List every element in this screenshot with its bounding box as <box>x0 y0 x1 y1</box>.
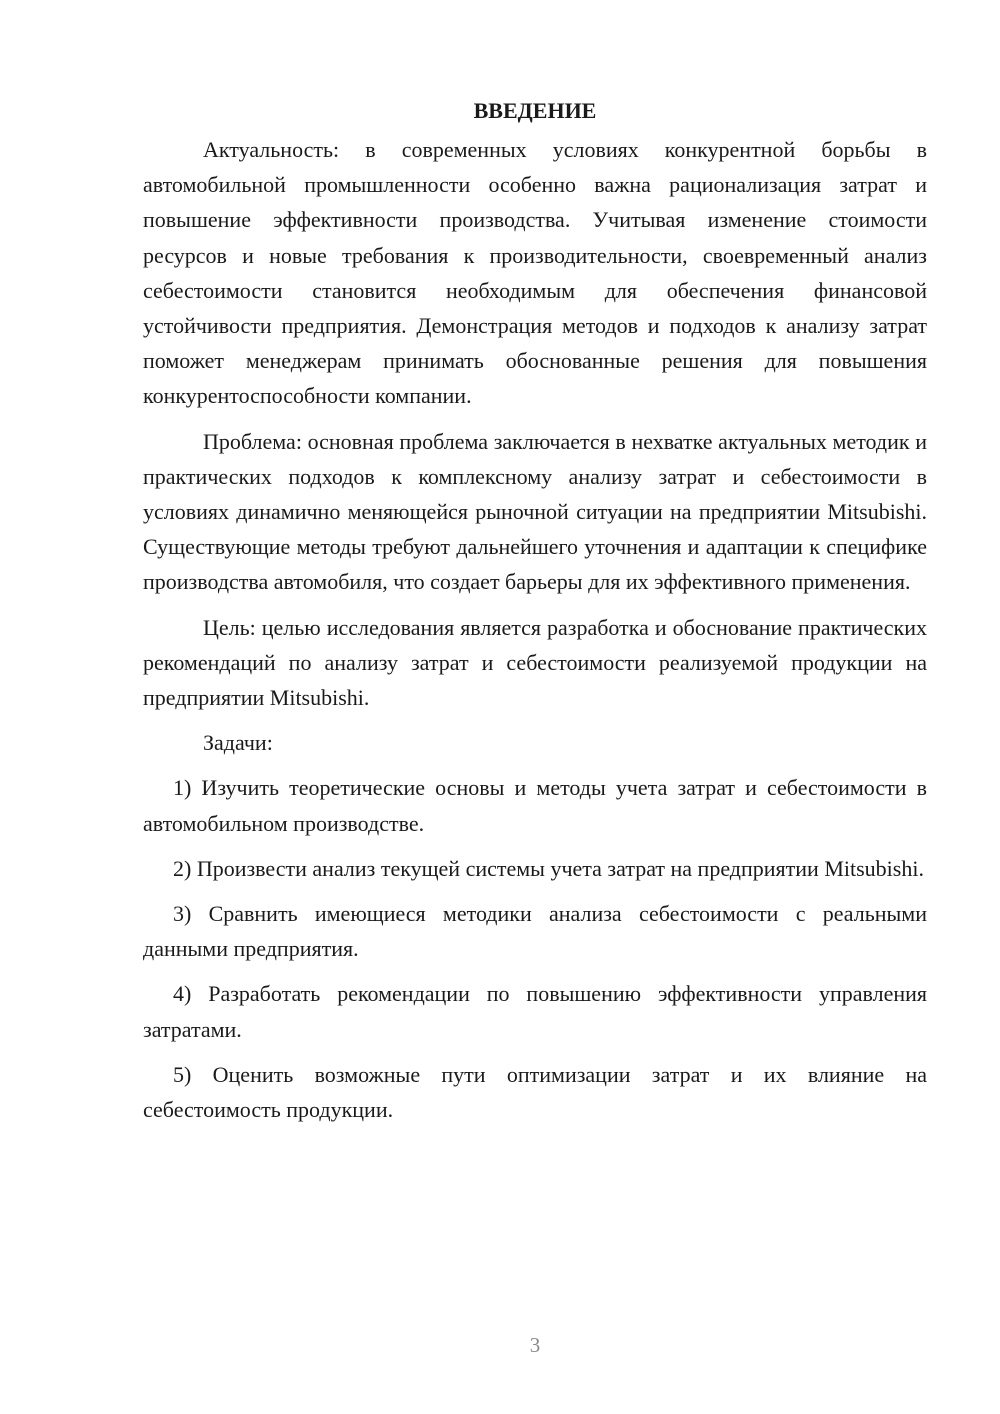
paragraph-gap <box>143 966 927 976</box>
paragraph-gap <box>143 1047 927 1057</box>
page-content <box>143 90 927 1127</box>
paragraph-gap <box>143 715 927 725</box>
paragraph-gap <box>143 760 927 770</box>
paragraph-gap <box>143 886 927 896</box>
section-title: ВВЕДЕНИЕ <box>473 98 597 123</box>
page-number: 3 <box>529 1333 541 1357</box>
task-item: 3) Сравнить имеющиеся методики анализа себестоимости с реальными данными предприятия. <box>143 901 927 962</box>
paragraph-gap <box>143 600 927 610</box>
paragraph-gap <box>143 414 927 424</box>
paragraph-gap <box>143 841 927 851</box>
task-item: 5) Оценить возможные пути оптимизации затрат и их влияние на себестоимость продукции. <box>143 1061 927 1123</box>
task-item: 1) Изучить теоретические основы и методы учета затрат и себестоимости в автомобильном производстве. <box>143 775 927 836</box>
relevance-paragraph: Актуальность: в современных условиях конкурентной борьбы в автомобильной промышленности особенно важна рационализация затрат и повышение эффективности производства. Учитывая изменение стоимости ресурсов и новые требования к производительности, своевременный анализ себестоимости становится необходимым для обеспечения финансовой устойчивости предприятия. Демонстрация методов и подходов к анализу затрат поможет менеджерам принимать обоснованные решения для повышения конкурентоспособности компании. <box>143 137 927 409</box>
tasks-heading: Задачи: <box>203 730 273 756</box>
goal-paragraph: Цель: целью исследования является разработка и обоснование практических рекомендаций по анализу затрат и себестоимости реализуемой продукции на предприятии Mitsubishi. <box>143 614 927 711</box>
problem-paragraph: Проблема: основная проблема заключается в нехватке актуальных методик и практических подходов к комплексному анализу затрат и себестоимости в условиях динамично меняющейся рыночной ситуации на предприятии Mitsubishi. Существующие методы требуют дальнейшего уточнения и адаптации к специфике производства автомобиля, что создает барьеры для их эффективного применения. <box>143 428 927 595</box>
task-item: 2) Произвести анализ текущей системы учета затрат на предприятии Mitsubishi. <box>173 855 924 881</box>
task-item: 4) Разработать рекомендации по повышению эффективности управления затратами. <box>143 981 927 1042</box>
